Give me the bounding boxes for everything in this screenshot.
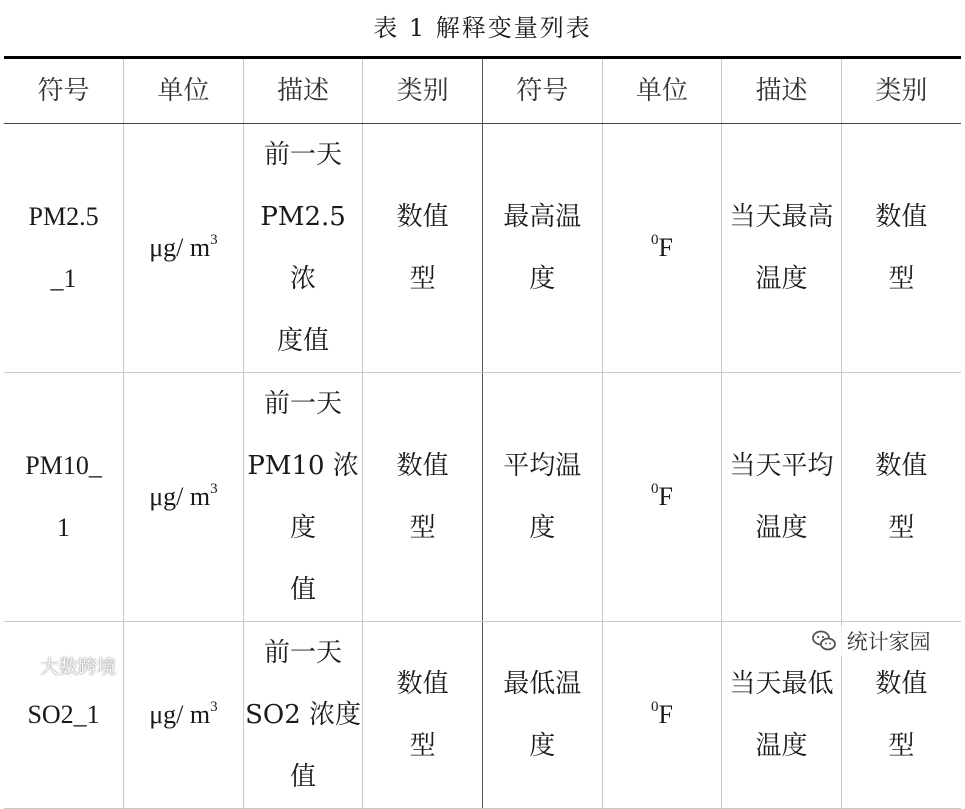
cell-description: 前一天 PM10 浓度 值 xyxy=(243,373,363,622)
cell-description-2: 当天平均 温度 xyxy=(722,373,842,622)
watermark-right xyxy=(808,626,935,656)
header-description-2: 描述 xyxy=(722,58,842,124)
cell-description: 前一天 PM2.5 浓 度值 xyxy=(243,124,363,373)
table-header-row xyxy=(4,58,961,124)
cell-category: 数值 型 xyxy=(363,124,483,373)
cell-description-2: 当天最低 温度 xyxy=(722,622,842,809)
header-symbol-2: 符号 xyxy=(483,58,603,124)
header-description: 描述 xyxy=(243,58,363,124)
cell-category: 数值 型 xyxy=(363,622,483,809)
cell-unit-2: $^0$F xyxy=(602,124,722,373)
variables-table xyxy=(4,56,961,809)
wechat-icon xyxy=(812,630,836,652)
header-category: 类别 xyxy=(363,58,483,124)
header-symbol: 符号 xyxy=(4,58,124,124)
cell-symbol-2: 最低温 度 xyxy=(483,622,603,809)
cell-description-2: 当天最高 温度 xyxy=(722,124,842,373)
cell-unit-2: $^0$F xyxy=(602,622,722,809)
cell-category-2: 数值 型 xyxy=(841,124,961,373)
cell-symbol-2: 最高温 度 xyxy=(483,124,603,373)
header-unit: 单位 xyxy=(124,58,244,124)
cell-symbol-2: 平均温 度 xyxy=(483,373,603,622)
cell-unit: μg/ $m^3$ xyxy=(124,622,244,809)
cell-category-2: 数值 型 xyxy=(841,622,961,809)
watermark-left xyxy=(8,652,116,679)
cell-symbol: PM2.5 _1 xyxy=(4,124,124,373)
cell-category: 数值 型 xyxy=(363,373,483,622)
table-row xyxy=(4,373,961,622)
cell-unit: μg/ $m^3$ xyxy=(124,124,244,373)
table-row xyxy=(4,124,961,373)
cell-symbol: PM10_ 1 xyxy=(4,373,124,622)
header-category-2: 类别 xyxy=(841,58,961,124)
cell-symbol: SO2_1 xyxy=(4,622,124,809)
watermark-right-text: 统计家园 xyxy=(846,630,931,654)
cell-description: 前一天 SO2 浓度 值 xyxy=(243,622,363,809)
header-unit-2: 单位 xyxy=(602,58,722,124)
watermark-left-text: 大数跨境 xyxy=(40,656,117,678)
cell-category-2: 数值 型 xyxy=(841,373,961,622)
table-caption: 表 1 解释变量列表 xyxy=(373,14,592,42)
weibo-icon xyxy=(8,658,30,676)
cell-unit: μg/ $m^3$ xyxy=(124,373,244,622)
cell-unit-2: $^0$F xyxy=(602,373,722,622)
